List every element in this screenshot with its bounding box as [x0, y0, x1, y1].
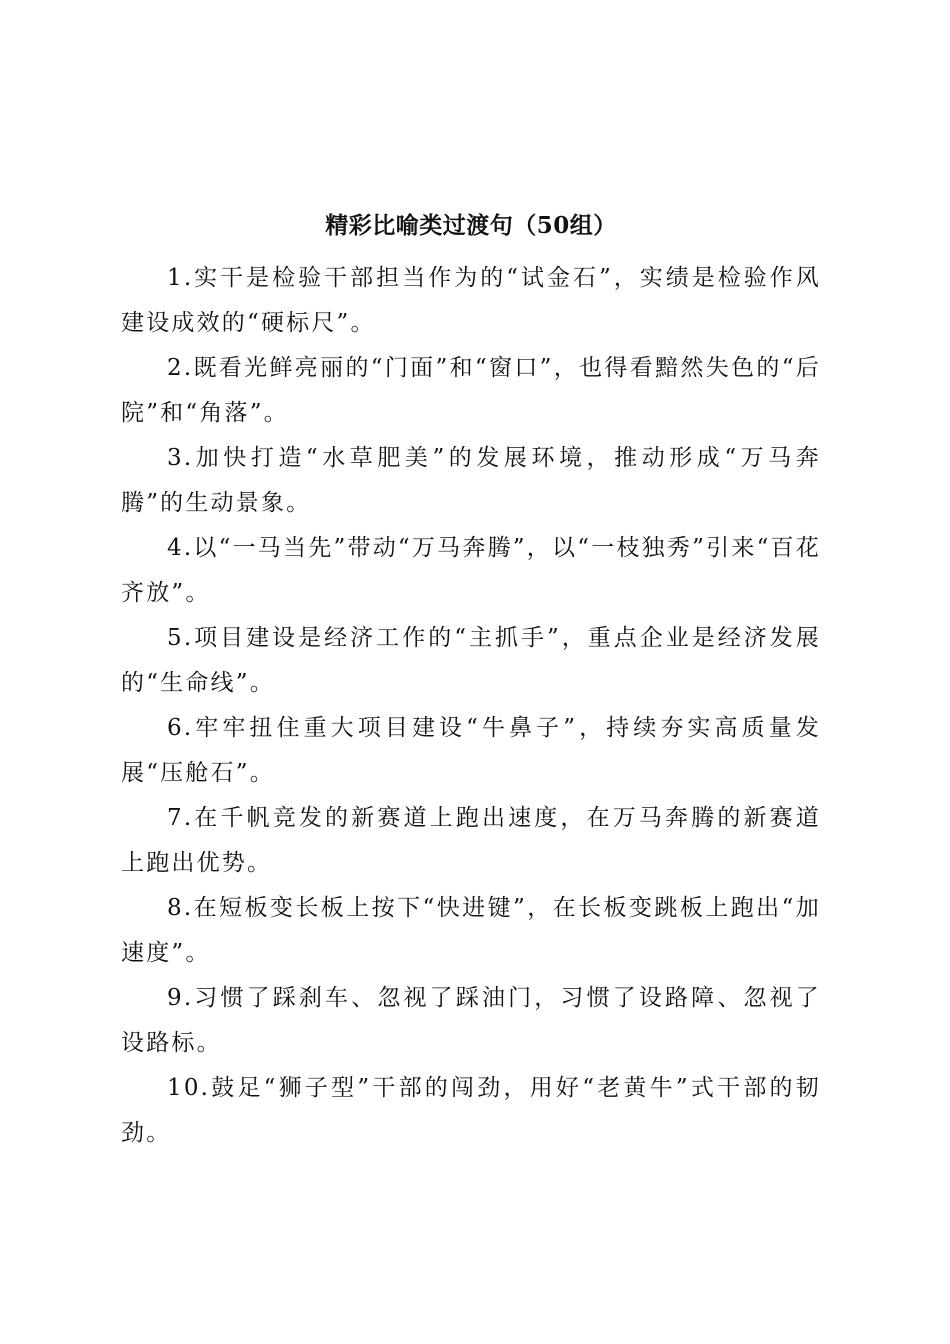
- list-item: 1.实干是检验干部担当作为的“试金石”，实绩是检验作风建设成效的“硬标尺”。: [121, 265, 821, 336]
- list-item: 10.鼓足“狮子型”干部的闯劲，用好“老黄牛”式干部的韧劲。: [121, 1075, 821, 1146]
- list-item: 6.牢牢扭住重大项目建设“牛鼻子”，持续夯实高质量发展“压舱石”。: [121, 715, 821, 786]
- list-item: 8.在短板变长板上按下“快进键”，在长板变跳板上跑出“加速度”。: [121, 895, 821, 966]
- document-content: [121, 208, 821, 1156]
- list-item: 9.习惯了踩刹车、忽视了踩油门，习惯了设路障、忽视了设路标。: [121, 985, 821, 1056]
- list-item: 7.在千帆竞发的新赛道上跑出速度，在万马奔腾的新赛道上跑出优势。: [121, 805, 821, 876]
- list-item: 5.项目建设是经济工作的“主抓手”，重点企业是经济发展的“生命线”。: [121, 625, 821, 696]
- list-item: 3.加快打造“水草肥美”的发展环境，推动形成“万马奔腾”的生动景象。: [121, 445, 821, 516]
- document-title: 精彩比喻类过渡句（50组）: [325, 212, 617, 239]
- list-item: 2.既看光鲜亮丽的“门面”和“窗口”，也得看黯然失色的“后院”和“角落”。: [121, 355, 821, 426]
- list-item: 4.以“一马当先”带动“万马奔腾”，以“一枝独秀”引来“百花齐放”。: [121, 535, 821, 606]
